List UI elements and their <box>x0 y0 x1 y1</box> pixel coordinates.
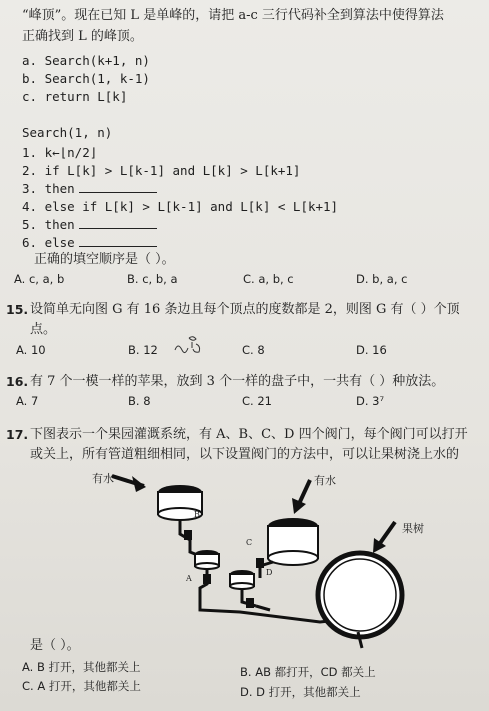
q15-line-1: 设简单无向图 G 有 16 条边且每个顶点的度数都是 2，则图 G 有（ ）个顶 <box>30 302 460 317</box>
q15-option-d: D. 16 <box>356 343 387 357</box>
q16-number: 16. <box>6 374 29 389</box>
q16-text: 有 7 个一模一样的苹果，放到 3 个一样的盘子中，一共有（ ）种放法。 <box>30 374 445 389</box>
q16-option-b: B. 8 <box>128 394 151 408</box>
q17-option-a: A. B 打开，其他都关上 <box>22 660 141 674</box>
valve-c-label: C <box>246 538 253 547</box>
q14-prompt: 正确的填空顺序是（ ）。 <box>34 252 175 267</box>
q17-option-d: D. D 打开，其他都关上 <box>240 685 361 699</box>
q14-option-b: B. c, b, a <box>127 272 178 286</box>
q14-option-d: D. b, a, c <box>356 272 408 286</box>
q17-option-c: C. A 打开，其他都关上 <box>22 679 141 693</box>
answer-blank-2 <box>79 217 157 229</box>
intro-line-2: 正确找到 L 的峰顶。 <box>22 29 143 44</box>
water-label-left: 有水 <box>92 472 114 485</box>
q15-option-a: A. 10 <box>16 343 46 357</box>
algorithm-line-5: 5. then <box>22 217 157 233</box>
q17-line-3: 是（ ）。 <box>30 638 80 653</box>
q17-line-2: 或关上，所有管道粗细相同，以下设置阀门的方法中，可以让果树浇上水的 <box>30 447 460 462</box>
q15-option-b: B. 12 <box>128 343 158 357</box>
q17-option-b: B. AB 都打开，CD 都关上 <box>240 665 376 679</box>
q15-option-c: C. 8 <box>242 343 265 357</box>
snippet-c: c. return L[k] <box>22 89 128 104</box>
pencil-doodle-icon <box>172 332 206 356</box>
q16-option-c: C. 21 <box>242 394 272 408</box>
algorithm-line-4: 4. else if L[k] > L[k-1] and L[k] < L[k+1] <box>22 199 339 214</box>
snippet-b: b. Search(1, k-1) <box>22 71 150 86</box>
q15-number: 15. <box>6 302 29 317</box>
algorithm-line-2: 2. if L[k] > L[k-1] and L[k] > L[k+1] <box>22 163 301 178</box>
valve-b-label: B <box>194 510 200 519</box>
valve-a-label: A <box>186 574 192 583</box>
irrigation-diagram <box>60 460 424 650</box>
snippet-a: a. Search(k+1, n) <box>22 53 150 68</box>
q17-number: 17. <box>6 427 29 442</box>
valve-d-label: D <box>266 568 273 577</box>
q15-line-2: 点。 <box>30 322 57 337</box>
algorithm-line-3: 3. then <box>22 181 157 197</box>
intro-line-1: “峰顶”。现在已知 L 是单峰的，请把 a-c 三行代码补全到算法中使得算法 <box>22 8 444 23</box>
algorithm-line-6: 6. else <box>22 235 157 251</box>
answer-blank-1 <box>79 181 157 193</box>
algorithm-line-1: 1. k←⌊n/2⌋ <box>22 145 98 160</box>
algorithm-header: Search(1, n) <box>22 125 113 140</box>
answer-blank-3 <box>79 235 157 247</box>
q16-option-d: D. 3⁷ <box>356 394 385 408</box>
q14-option-c: C. a, b, c <box>243 272 294 286</box>
irrigation-diagram-drawing <box>60 460 420 650</box>
tree-label: 果树 <box>402 522 424 535</box>
water-label-right: 有水 <box>314 474 336 487</box>
q14-option-a: A. c, a, b <box>14 272 65 286</box>
q16-option-a: A. 7 <box>16 394 39 408</box>
q17-line-1: 下图表示一个果园灌溉系统，有 A、B、C、D 四个阀门，每个阀门可以打开 <box>30 427 468 442</box>
